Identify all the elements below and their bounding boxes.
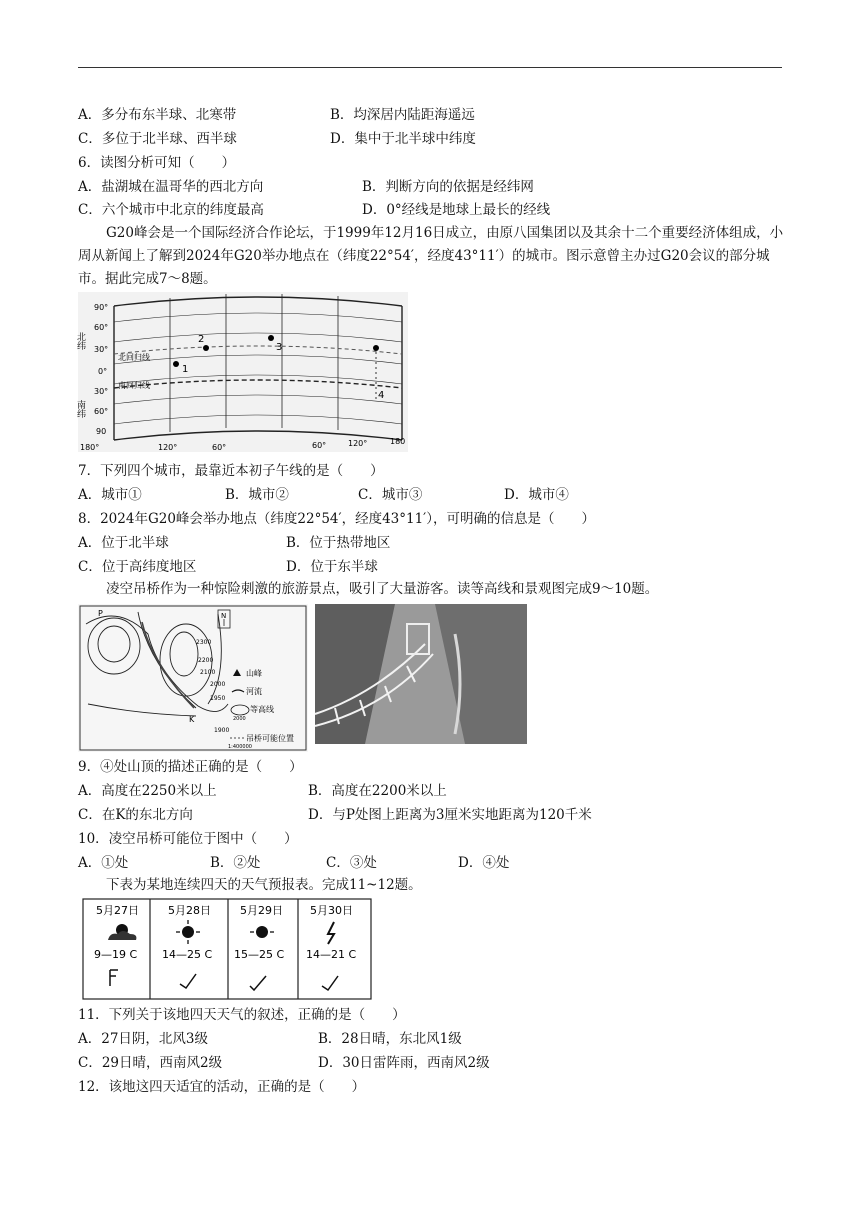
lon-label: 180 bbox=[390, 437, 406, 446]
q10-option-a: A．①处 bbox=[78, 855, 129, 871]
q6-option-d: D．0°经线是地球上最长的经线 bbox=[362, 202, 551, 218]
city-3-dot bbox=[268, 335, 274, 341]
q9-option-d: D．与P处图上距离为3厘米实地距离为120千米 bbox=[308, 807, 592, 823]
q11-option-c: C．29日晴，西南风2级 bbox=[78, 1055, 223, 1071]
tropic-of-cancer-label: 北回归线 bbox=[118, 353, 150, 362]
q6-option-a: A．盐湖城在温哥华的西北方向 bbox=[78, 179, 264, 195]
contour-label: 2100 bbox=[200, 669, 216, 676]
bridge-landscape-photo bbox=[315, 604, 527, 744]
lon-label: 120° bbox=[348, 439, 368, 448]
q7-option-d: D．城市④ bbox=[504, 487, 569, 503]
river-icon bbox=[232, 690, 244, 692]
lat-label: 60° bbox=[94, 323, 109, 332]
q8-option-c: C．位于高纬度地区 bbox=[78, 559, 197, 575]
q5-option-a: A．多分布东半球、北寒带 bbox=[78, 107, 237, 123]
lon-label: 60° bbox=[212, 443, 227, 452]
weather-day-1-date: 5月27日 bbox=[96, 904, 139, 917]
q8-option-b: B．位于热带地区 bbox=[286, 535, 391, 551]
q9-option-a: A．高度在2250米以上 bbox=[78, 783, 217, 799]
weather-day-1-temp: 9—19 C bbox=[94, 948, 138, 961]
contour-label: 1950 bbox=[210, 695, 226, 702]
weather-passage: 下表为某地连续四天的天气预报表。完成11~12题。 bbox=[106, 877, 422, 893]
q9-option-b: B．高度在2200米以上 bbox=[308, 783, 447, 799]
q6-stem: 6．读图分析可知（ ） bbox=[78, 155, 236, 171]
city-4-label: 4 bbox=[378, 390, 385, 401]
q5-option-d: D．集中于北半球中纬度 bbox=[330, 131, 476, 147]
q10-stem: 10．凌空吊桥可能位于图中（ ） bbox=[78, 831, 298, 847]
q11-stem: 11．下列关于该地四天天气的叙述，正确的是（ ） bbox=[78, 1007, 406, 1023]
q10-option-c: C．③处 bbox=[326, 855, 377, 871]
peak-icon bbox=[233, 669, 241, 676]
city-1-dot bbox=[173, 361, 179, 367]
q6-option-b: B．判断方向的依据是经纬网 bbox=[362, 179, 534, 195]
q11-option-b: B．28日晴，东北风1级 bbox=[318, 1031, 462, 1047]
q10-option-b: B．②处 bbox=[210, 855, 261, 871]
weather-day-4-date: 5月30日 bbox=[310, 904, 353, 917]
legend-river: 河流 bbox=[246, 687, 262, 696]
map-scale: 1:400000 bbox=[228, 744, 252, 750]
city-2-dot bbox=[203, 345, 209, 351]
q8-stem: 8．2024年G20峰会举办地点（纬度22°54′，经度43°11′），可明确的信息是（ ） bbox=[78, 511, 596, 527]
lon-label: 180° bbox=[80, 443, 100, 452]
legend-contour-sample: 2000 bbox=[233, 716, 246, 722]
q7-option-b: B．城市② bbox=[225, 487, 289, 503]
tropic-of-capricorn-label: 南回归线 bbox=[118, 381, 150, 390]
contour-label: 2300 bbox=[196, 639, 212, 646]
q6-option-c: C．六个城市中北京的纬度最高 bbox=[78, 202, 264, 218]
q11-option-d: D．30日雷阵雨，西南风2级 bbox=[318, 1055, 490, 1071]
north-arrow-label: N bbox=[221, 612, 227, 620]
city-4-dot bbox=[373, 345, 379, 351]
lat-label: 0° bbox=[98, 367, 108, 376]
q9-option-c: C．在K的东北方向 bbox=[78, 807, 193, 823]
weather-day-3-temp: 15—25 C bbox=[234, 948, 285, 961]
lon-label: 120° bbox=[158, 443, 178, 452]
header-rule bbox=[78, 67, 782, 68]
q8-option-a: A．位于北半球 bbox=[78, 535, 169, 551]
contour-label: 1900 bbox=[214, 727, 230, 734]
legend-peak: 山峰 bbox=[246, 669, 262, 678]
world-grid-map bbox=[75, 292, 408, 452]
lat-label: 90° bbox=[94, 303, 109, 312]
city-2-label: 2 bbox=[198, 334, 205, 345]
lat-label: 30° bbox=[94, 345, 109, 354]
lat-label: 30° bbox=[94, 387, 109, 396]
point-k-label: K bbox=[189, 715, 195, 724]
city-1-label: 1 bbox=[182, 364, 189, 375]
lat-label: 90 bbox=[96, 427, 107, 436]
contour-map bbox=[78, 604, 308, 752]
weather-day-4-temp: 14—21 C bbox=[306, 948, 357, 961]
q7-option-a: A．城市① bbox=[78, 487, 142, 503]
legend-contour: 等高线 bbox=[250, 705, 274, 714]
g20-passage: G20峰会是一个国际经济合作论坛，于1999年12月16日成立，由原八国集团以及其余十二个重要经济体组成，小周从新闻上了解到2024年G20举办地点在（纬度22°54′，经度43°11′）的城市。图示意曾主办过G20会议的部分城市。据此完成7～8题。 bbox=[78, 225, 784, 287]
city-3-label: 3 bbox=[276, 342, 283, 353]
north-latitude-label: 北纬 bbox=[75, 332, 85, 350]
point-p-label: P bbox=[98, 609, 103, 618]
bridge-passage: 凌空吊桥作为一种惊险刺激的旅游景点，吸引了大量游客。读等高线和景观图完成9～10题。 bbox=[106, 581, 659, 597]
weather-day-3-date: 5月29日 bbox=[240, 904, 283, 917]
q12-stem: 12．该地这四天适宜的活动，正确的是（ ） bbox=[78, 1079, 366, 1095]
q8-option-d: D．位于东半球 bbox=[286, 559, 378, 575]
lat-label: 60° bbox=[94, 407, 109, 416]
q9-stem: 9．④处山顶的描述正确的是（ ） bbox=[78, 759, 303, 775]
contour-label: 2000 bbox=[210, 681, 226, 688]
legend-bridge: 吊桥可能位置 bbox=[246, 734, 294, 743]
contour-icon bbox=[231, 705, 249, 715]
weather-day-2-temp: 14—25 C bbox=[162, 948, 213, 961]
lon-label: 60° bbox=[312, 441, 327, 450]
south-latitude-label: 南纬 bbox=[75, 400, 85, 418]
q7-option-c: C．城市③ bbox=[358, 487, 423, 503]
q10-option-d: D．④处 bbox=[458, 855, 510, 871]
contour-label: 2200 bbox=[198, 657, 214, 664]
weather-forecast-table bbox=[82, 898, 372, 1000]
weather-day-2-date: 5月28日 bbox=[168, 904, 211, 917]
q11-option-a: A．27日阴，北风3级 bbox=[78, 1031, 209, 1047]
q5-option-c: C．多位于北半球、西半球 bbox=[78, 131, 237, 147]
q7-stem: 7．下列四个城市，最靠近本初子午线的是（ ） bbox=[78, 463, 384, 479]
q5-option-b: B．均深居内陆距海遥远 bbox=[330, 107, 475, 123]
